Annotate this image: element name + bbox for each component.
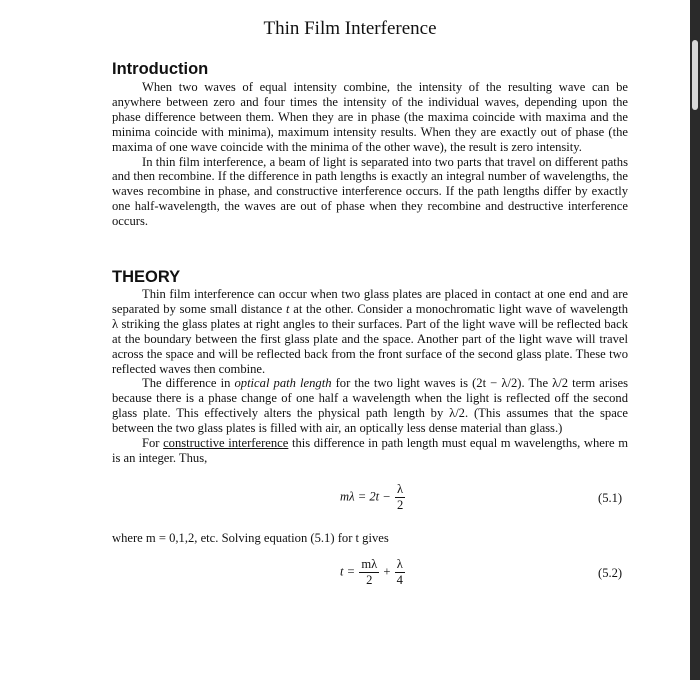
theory-body	[112, 287, 628, 466]
equation-5-1-label: (5.1)	[598, 491, 623, 505]
introduction-heading: Introduction	[112, 60, 209, 78]
equation-5-2	[340, 557, 406, 588]
between-equations-text: where m = 0,1,2, etc. Solving equation (5.1) for t gives	[112, 531, 389, 545]
theory-p1-text-a: Thin film interference can occur when two glass plates are placed in contact at one end and are separated by some small distance	[112, 287, 628, 316]
theory-p2-text-a: The difference in	[142, 376, 235, 391]
theory-p3-text-a: For	[142, 436, 164, 451]
equation-5-2-label: (5.2)	[598, 566, 623, 580]
theory-paragraph-1	[112, 287, 628, 376]
scrollbar[interactable]	[690, 0, 700, 680]
equation-5-1-denominator: 2	[396, 498, 404, 512]
theory-paragraph-3	[112, 436, 628, 466]
theory-p1-var-t: t	[285, 301, 290, 316]
equation-5-2-fraction-1	[359, 557, 379, 588]
introduction-paragraph-1: When two waves of equal intensity combine, the intensity of the resulting wave can be anywhere between zero and four times the intensity of the individual waves, depending upon the phase difference between them. When they are in phase (the maxima coincide with maxima and the minima coincide with minima), maximum intensity results. When they are exactly out of phase (the maxima of one wave coincide with the minima of the other wave), the result is zero intensity.	[112, 80, 628, 154]
equation-5-2-plus: +	[383, 564, 391, 579]
theory-p2-emphasis: optical path length	[234, 376, 332, 391]
introduction-body	[112, 80, 628, 229]
equation-5-2-denominator-2: 4	[396, 573, 403, 587]
document-title: Thin Film Interference	[263, 18, 437, 39]
introduction-paragraph-2: In thin film interference, a beam of light is separated into two parts that travel on different paths and then recombine. If the difference in path lengths is exactly an integral number of wavelengths, the waves recombine in phase, and constructive interference occurs. If the path lengths differ by exactly one half-wavelength, the waves are out of phase when they recombine and destructive interference occurs.	[112, 154, 628, 229]
theory-p2-text-b: for the two light waves is (2t − λ/2). The λ/2 term arises because there is a phase change of one half a wavelength when the light is reflected off the second glass plate. This effectively alters the physical path length by λ/2. (This assumes that the space between the two glass plates is filled with air, an optically less dense material than glass.)	[112, 376, 628, 436]
equation-5-1-fraction	[395, 482, 405, 513]
scrollbar-thumb[interactable]	[692, 40, 698, 110]
equation-5-2-denominator-1: 2	[359, 572, 379, 588]
equation-5-2-fraction-2	[395, 557, 405, 588]
theory-p3-underlined: constructive interference	[163, 436, 289, 451]
theory-paragraph-2	[112, 376, 628, 436]
theory-p3-text-b: this difference in path length must equal m wavelengths, where m is an integer. Thus,	[112, 436, 628, 465]
equation-5-2-numerator-2: λ	[396, 557, 403, 571]
equation-5-2-left: t =	[340, 564, 356, 579]
equation-5-1	[340, 482, 406, 513]
equation-5-1-numerator: λ	[397, 482, 404, 496]
theory-heading: THEORY	[112, 268, 181, 286]
equation-5-1-left: mλ = 2t −	[340, 489, 391, 504]
theory-p1-text-b: at the other. Consider a monochromatic light wave of wavelength λ striking the glass plates at right angles to their surfaces. Part of the light wave will be reflected back at the boundary between the first glass plate and the space. Another part of the light wave will travel across the space and will be reflected back from the front surface of the second glass plate. These two reflected waves then combine.	[112, 301, 629, 376]
equation-5-2-numerator-1: mλ	[361, 557, 378, 571]
